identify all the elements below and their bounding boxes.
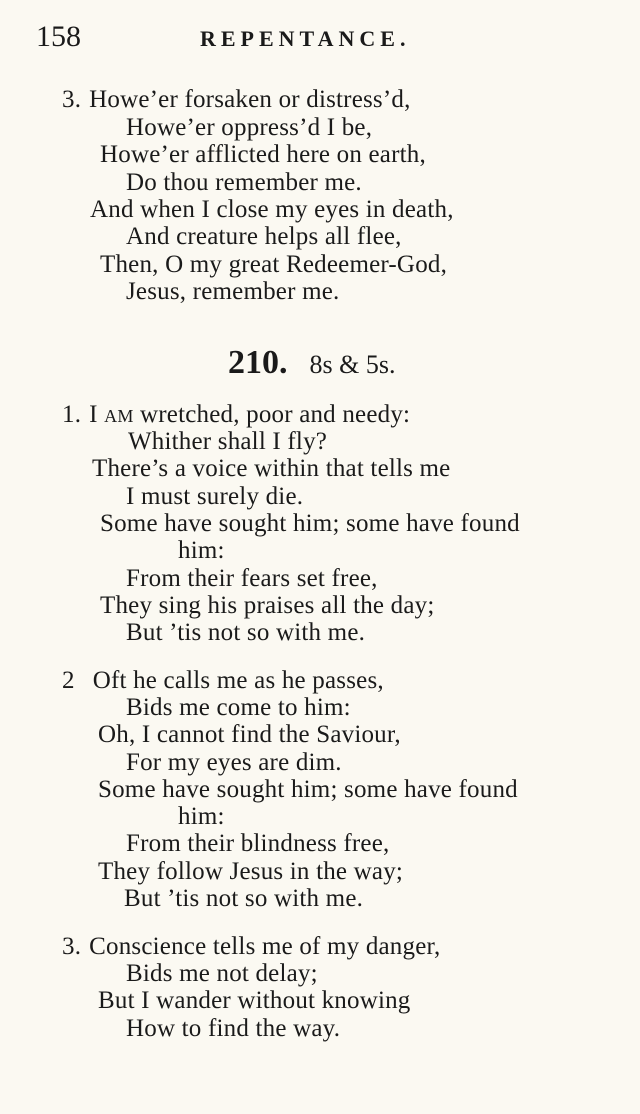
running-title: REPENTANCE. [200,26,411,51]
verse-line: Some have sought him; some have found [98,776,518,803]
verse-line: They sing his praises all the day; [100,592,435,619]
verse-line: him: [178,537,225,564]
verse-line: Whither shall I fly? [128,428,328,455]
verse-text-smallcaps: am [104,401,134,428]
verse-line: Howe’er afflicted here on earth, [100,141,426,168]
verse-text: I [89,401,98,428]
verse-number: 2 [62,667,75,694]
verse-line: Some have sought him; some have found [100,510,520,537]
hymn-meter: 8s & 5s. [309,350,396,379]
verse-line [62,401,410,429]
verse-line: But I wander without knowing [98,987,411,1014]
verse-line: Jesus, remember me. [126,278,340,305]
verse-line: Oh, I cannot find the Saviour, [98,721,401,748]
verse-line [62,667,384,695]
verse-text: Oft he calls me as he passes, [92,667,384,694]
verse-line: Do thou remember me. [126,169,362,196]
verse-line: Howe’er oppress’d I be, [126,114,373,141]
page-number: 158 [36,20,81,53]
verse-line: And creature helps all flee, [126,223,402,250]
verse-number: 3. [62,86,82,113]
verse-line [62,86,411,114]
hymn-number: 210. [228,344,288,381]
verse-text: Howe’er forsaken or distress’d, [89,86,411,113]
page-header [36,14,440,54]
verse-line: They follow Jesus in the way; [98,858,404,885]
verse-line: Then, O my great Redeemer-God, [100,251,448,278]
verse-text: Conscience tells me of my danger, [89,933,441,960]
verse-line: Bids me come to him: [126,694,351,721]
verse-line [62,933,440,961]
verse-line: I must surely die. [126,483,304,510]
verse-line: And when I close my eyes in death, [90,196,454,223]
verse-line: him: [178,803,225,830]
verse-line: From their blindness free, [126,830,390,857]
verse-line: But ’tis not so with me. [124,885,364,912]
verse-line: For my eyes are dim. [126,749,342,776]
verse-number: 1. [62,401,82,428]
verse-line: There’s a voice within that tells me [92,455,451,482]
verse-line: From their fears set free, [126,565,378,592]
verse-line: Bids me not delay; [126,960,318,987]
verse-text: wretched, poor and needy: [140,401,411,428]
verse-line: But ’tis not so with me. [126,619,366,646]
verse-line: How to find the way. [126,1015,341,1042]
hymn-heading [228,344,395,382]
verse-number: 3. [62,933,82,960]
